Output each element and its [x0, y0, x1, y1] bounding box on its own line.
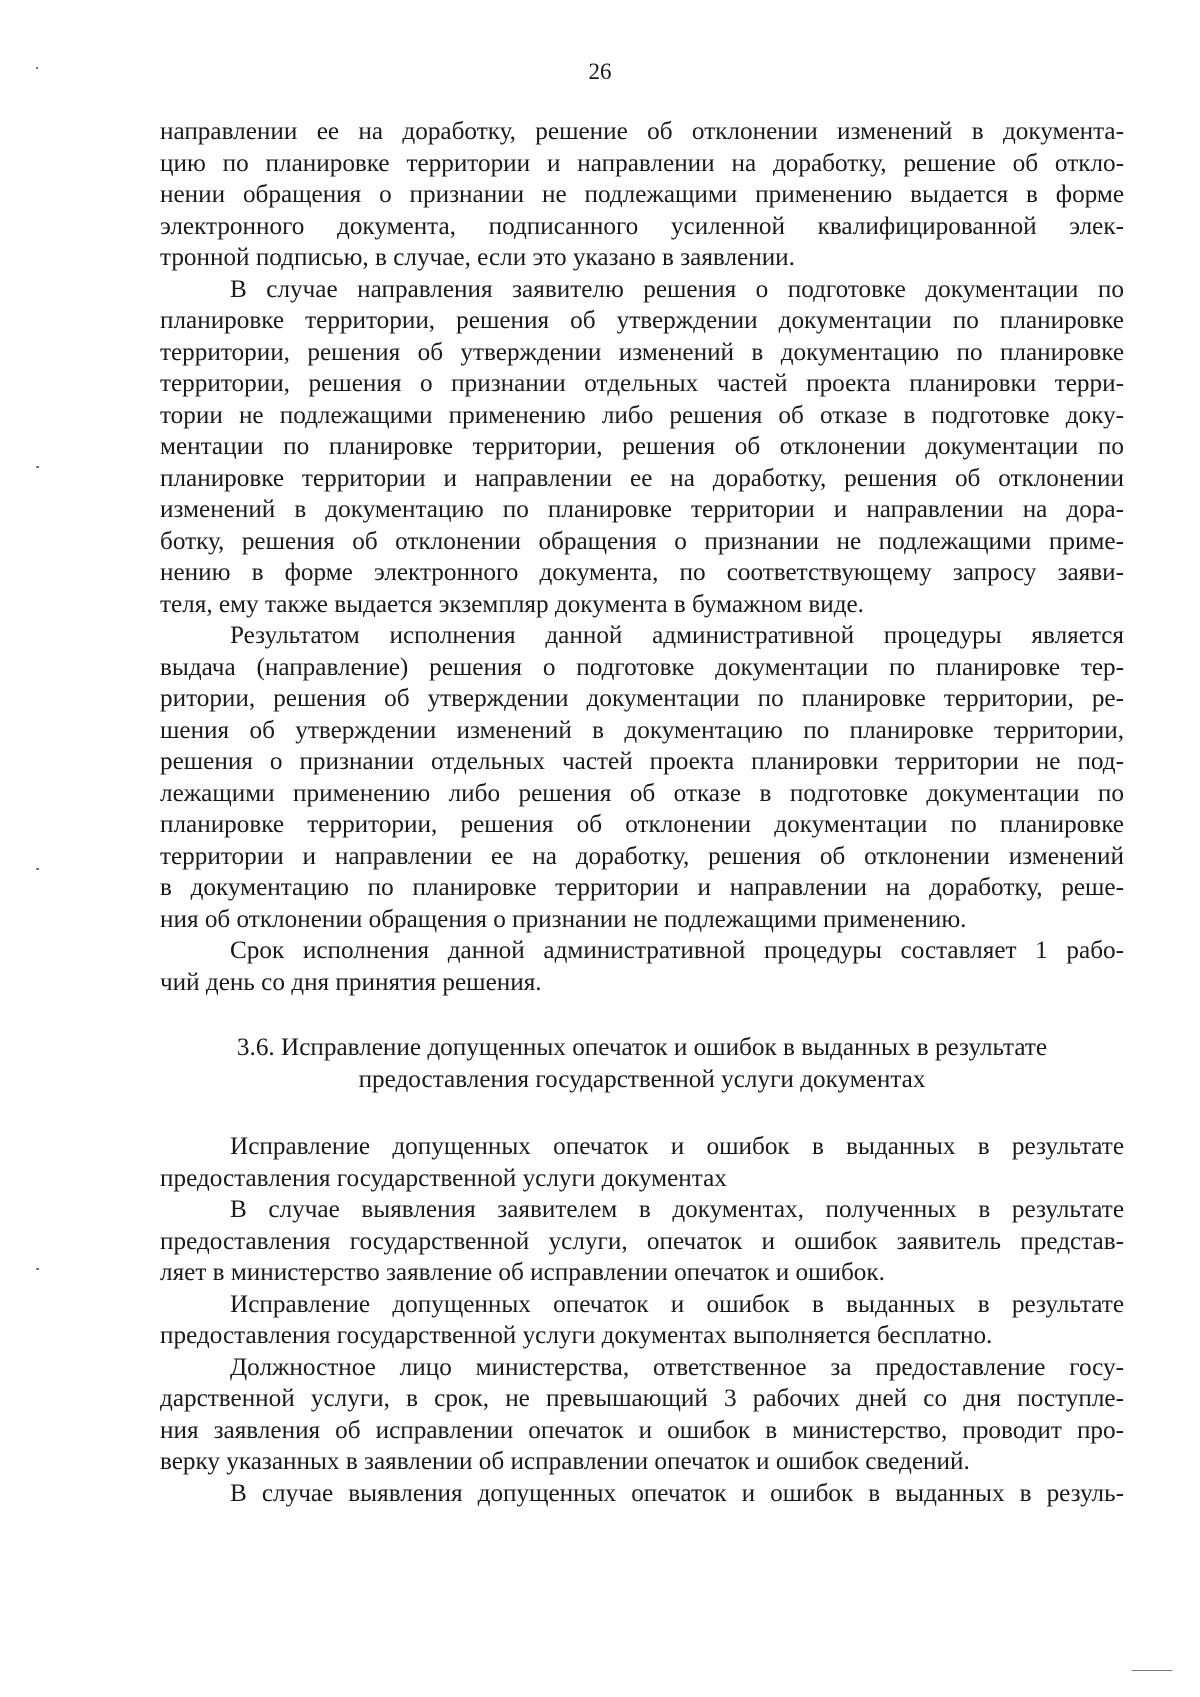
paragraph-line: чий день со дня принятия решения. [160, 968, 542, 996]
paragraph-line: теля, ему также выдается экземпляр документа в бумажном виде. [160, 590, 864, 618]
paragraph-line: ния об отклонении обращения о признании не подлежащими применению. [160, 905, 967, 933]
paragraph-line: выдача (направление) решения о подготовке документации по планировке тер- [160, 653, 1124, 681]
paragraph-line: ментации по планировке территории, решения об отклонении документации по [160, 433, 1124, 460]
paragraph-line: планировке территории, решения об отклонении документации по планировке [160, 811, 1124, 838]
paragraph-line: изменений в документацию по планировке территории и направлении на дора- [160, 496, 1124, 523]
paragraph [160, 1478, 1124, 1510]
paragraph-line: шения об утверждении изменений в документацию по планировке территории, [160, 716, 1124, 744]
paragraph-line: цию по планировке территории и направлении на доработку, решение об откло- [160, 149, 1124, 177]
paragraph-line: территории, решения о признании отдельных частей проекта планировки терри- [160, 370, 1124, 397]
paragraph-line: электронного документа, подписанного усиленной квалифицированной элек- [160, 212, 1124, 240]
section-heading [160, 1032, 1124, 1095]
paragraph-line: решения о признании отдельных частей проекта планировки территории не под- [160, 748, 1124, 775]
paragraph [160, 116, 1124, 274]
paragraph-line: Исправление допущенных опечаток и ошибок в выданных в результате [230, 1133, 1124, 1160]
paragraph-line: территории, решения об утверждении изменений в документацию по планировке [160, 338, 1124, 366]
paragraph-line: предоставления государственной услуги документах [160, 1164, 727, 1192]
paragraph-line: Срок исполнения данной административной процедуры составляет 1 рабо- [230, 937, 1124, 964]
paragraph-line: Должностное лицо министерства, ответственное за предоставление госу- [230, 1353, 1124, 1381]
paragraph [160, 1131, 1124, 1194]
paragraph-line: в документацию по планировке территории и направлении на доработку, реше- [160, 874, 1124, 901]
paragraph-line: В случае выявления допущенных опечаток и ошибок в выданных в резуль- [230, 1479, 1124, 1507]
paragraph [160, 1194, 1124, 1289]
paragraph-line: тронной подписью, в случае, если это указано в заявлении. [160, 244, 795, 271]
paragraphs-before-heading [160, 116, 1124, 998]
paragraph [160, 1352, 1124, 1478]
scan-dot [36, 466, 39, 468]
scan-dot [36, 1268, 39, 1270]
paragraph [160, 274, 1124, 621]
paragraph-line: Исправление допущенных опечаток и ошибок в выданных в результате [230, 1290, 1124, 1318]
paragraphs-after-heading [160, 1131, 1124, 1509]
paragraph-line: В случае выявления заявителем в документах, полученных в результате [230, 1196, 1124, 1223]
paragraph-line: предоставления государственной услуги, опечаток и ошибок заявитель представ- [160, 1227, 1124, 1255]
paragraph-line: ритории, решения об утверждении документации по планировке территории, ре- [160, 685, 1124, 712]
spacer [160, 1095, 1124, 1131]
paragraph-line: нении обращения о признании не подлежащими применению выдается в форме [160, 181, 1124, 208]
paragraph-line: ляет в министерство заявление об исправлении опечаток и ошибок. [160, 1259, 885, 1286]
paragraph-line: планировке территории, решения об утверждении документации по планировке [160, 307, 1124, 334]
section-heading-line: предоставления государственной услуги документах [358, 1065, 926, 1093]
paragraph-line: направлении ее на доработку, решение об отклонении изменений в документа- [160, 118, 1124, 145]
paragraph-line: тории не подлежащими применению либо решения об отказе в подготовке доку- [160, 401, 1124, 429]
spacer [160, 998, 1124, 1032]
paragraph-line: Результатом исполнения данной административной процедуры является [230, 622, 1124, 649]
paragraph-line: верку указанных в заявлении об исправлении опечаток и ошибок сведений. [160, 1448, 970, 1475]
scan-dot [36, 67, 38, 69]
page-number: 26 [588, 59, 612, 84]
paragraph-line: В случае направления заявителю решения о подготовке документации по [230, 275, 1124, 303]
paragraph-line: предоставления государственной услуги документах выполняется бесплатно. [160, 1322, 993, 1349]
section-heading-line: 3.6. Исправление допущенных опечаток и ошибок в выданных в результате [236, 1034, 1048, 1061]
paragraph-line: ния заявления об исправлении опечаток и ошибок в министерство, проводит про- [160, 1416, 1124, 1444]
scan-dot [1132, 1670, 1172, 1671]
scan-dot [36, 868, 39, 870]
paragraph [160, 620, 1124, 935]
paragraph [160, 935, 1124, 998]
paragraph-line: дарственной услуги, в срок, не превышающий 3 рабочих дней со дня поступле- [160, 1385, 1124, 1412]
paragraph-line: планировке территории и направлении ее на доработку, решения об отклонении [160, 464, 1124, 492]
paragraph-line: нению в форме электронного документа, по соответствующему запросу заяви- [160, 559, 1124, 586]
paragraph-line: ботку, решения об отклонении обращения о признании не подлежащими приме- [160, 527, 1124, 555]
document-body [160, 116, 1124, 1509]
paragraph-line: лежащими применению либо решения об отказе в подготовке документации по [160, 779, 1124, 807]
paragraph-line: территории и направлении ее на доработку, решения об отклонении изменений [160, 842, 1124, 870]
paragraph [160, 1289, 1124, 1352]
